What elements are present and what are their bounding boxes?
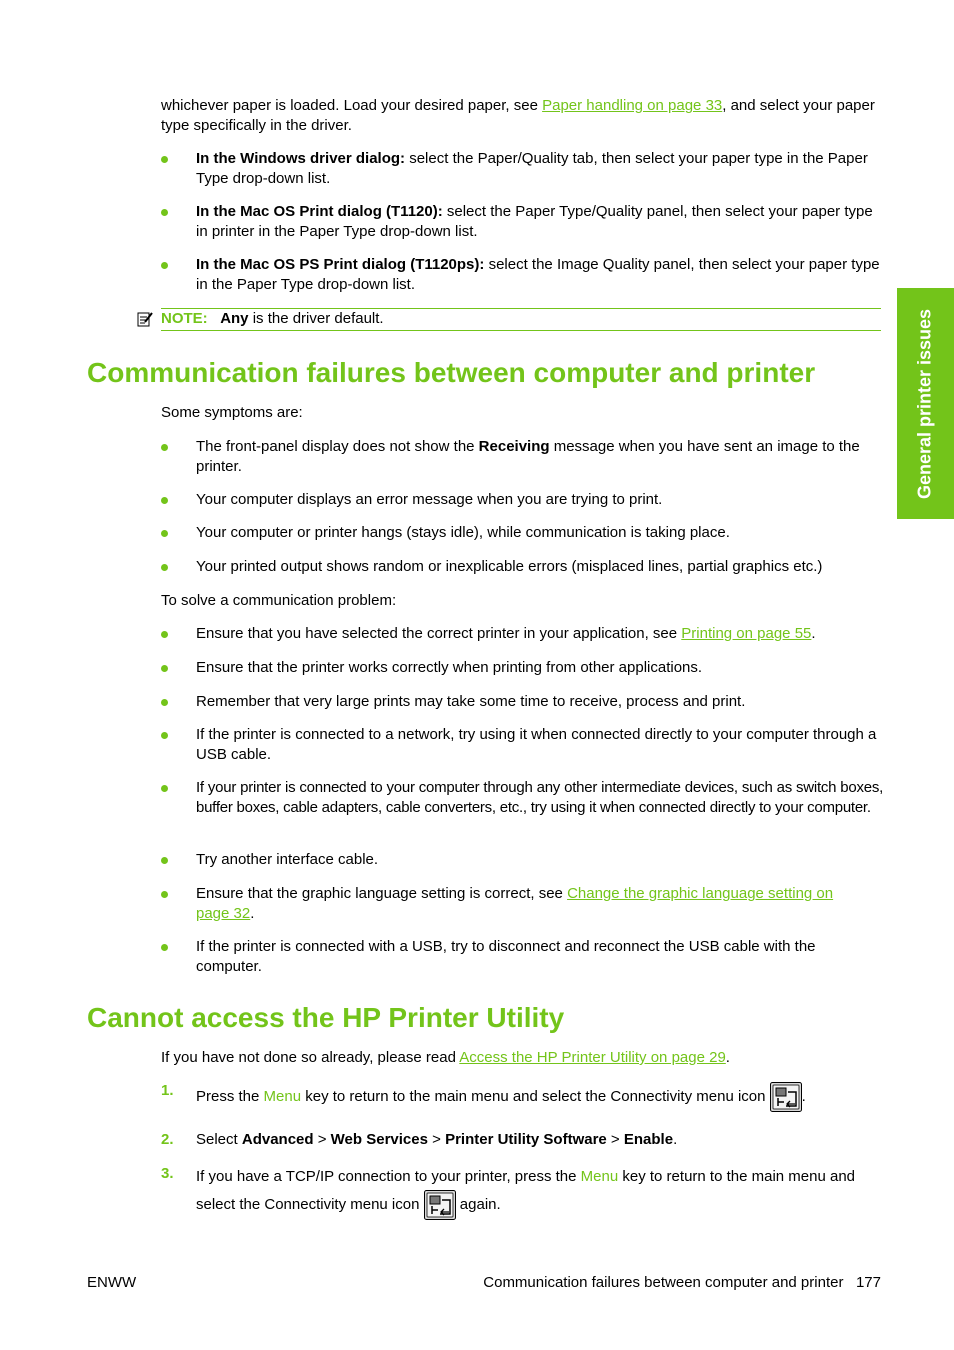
intro-paragraph: whichever paper is loaded. Load your desired paper, see Paper handling on page 33, and select your paper type specifically in the driver. — [161, 97, 875, 134]
list-item: Ensure that the graphic language setting is correct, see Change the graphic language setting on page 32. — [161, 884, 861, 923]
list-item: In the Windows driver dialog: select the Paper/Quality tab, then select your paper type in the Paper Type drop-down list. — [161, 149, 883, 188]
list-item: The front-panel display does not show the Receiving message when you have sent an image to the printer. — [161, 437, 883, 476]
list-item: If your printer is connected to your computer through any other intermediate devices, such as switch boxes, buffer boxes, cable adapters, cable converters, etc., try using it when connected directly to your computer. — [161, 778, 883, 817]
list-item: Your computer displays an error message when you are trying to print. — [161, 490, 883, 510]
bullet-icon — [161, 262, 168, 269]
step-3: If you have a TCP/IP connection to your printer, press the Menu key to return to the main menu and select the Connectivity menu icon again. — [196, 1164, 886, 1220]
paper-handling-link[interactable]: Paper handling on page 33 — [542, 97, 723, 114]
list-item: In the Mac OS PS Print dialog (T1120ps): select the Image Quality panel, then select your paper type in the Paper Type drop-down list. — [161, 255, 883, 294]
bullet-icon — [161, 785, 168, 792]
bullet-icon — [161, 209, 168, 216]
printing-link[interactable]: Printing on page 55 — [681, 625, 812, 642]
menu-key-label: Menu — [580, 1168, 619, 1185]
section-heading: Communication failures between computer and printer — [87, 357, 816, 388]
step-number: 1. — [161, 1082, 174, 1099]
list-item: Try another interface cable. — [161, 850, 883, 870]
bullet-icon — [161, 891, 168, 898]
step-number: 2. — [161, 1131, 174, 1148]
bullet-icon — [161, 732, 168, 739]
bullet-icon — [161, 564, 168, 571]
bullet-icon — [161, 631, 168, 638]
list-item: If the printer is connected with a USB, try to disconnect and reconnect the USB cable with the computer. — [161, 937, 883, 976]
bullet-icon — [161, 944, 168, 951]
step-number: 3. — [161, 1165, 174, 1182]
step-1: Press the Menu key to return to the main menu and select the Connectivity menu icon . — [196, 1082, 886, 1112]
menu-key-label: Menu — [263, 1087, 302, 1105]
footer-right: Communication failures between computer and printer 177 — [483, 1274, 881, 1291]
bullet-icon — [161, 699, 168, 706]
list-item: If the printer is connected to a network, try using it when connected directly to your computer through a USB cable. — [161, 725, 883, 764]
note-bottom-rule — [161, 330, 881, 331]
page-number: 177 — [855, 1274, 881, 1291]
symptoms-intro: Some symptoms are: — [161, 404, 303, 421]
side-tab — [897, 288, 954, 519]
list-item: Ensure that the printer works correctly when printing from other applications. — [161, 658, 883, 678]
section2-intro: If you have not done so already, please read Access the HP Printer Utility on page 29. — [161, 1049, 730, 1066]
list-item: In the Mac OS Print dialog (T1120): select the Paper Type/Quality panel, then select your paper type in printer in the Paper Type drop-down list. — [161, 202, 883, 241]
solve-intro: To solve a communication problem: — [161, 592, 397, 609]
bullet-icon — [161, 857, 168, 864]
list-item: Remember that very large prints may take some time to receive, process and print. — [161, 692, 883, 712]
bullet-icon — [161, 156, 168, 163]
side-tab-label: General printer issues — [914, 308, 935, 500]
section-heading: Cannot access the HP Printer Utility — [87, 1002, 565, 1033]
connectivity-icon — [424, 1190, 456, 1220]
list-item: Your printed output shows random or inexplicable errors (misplaced lines, partial graphics etc.) — [161, 557, 883, 577]
bullet-icon — [161, 444, 168, 451]
note-icon — [136, 310, 154, 328]
bullet-icon — [161, 497, 168, 504]
list-item: Your computer or printer hangs (stays idle), while communication is taking place. — [161, 523, 883, 543]
printer-utility-link[interactable]: Access the HP Printer Utility on page 29 — [459, 1049, 726, 1066]
graphic-language-link[interactable]: Change the graphic language setting on page 32 — [196, 885, 834, 922]
footer-left: ENWW — [87, 1274, 137, 1291]
connectivity-icon — [770, 1082, 802, 1112]
note-text: NOTE: Any is the driver default. — [161, 310, 384, 327]
bullet-icon — [161, 530, 168, 537]
step-2: Select Advanced > Web Services > Printer Utility Software > Enable. — [196, 1131, 678, 1148]
list-item: Ensure that you have selected the correct printer in your application, see Printing on page 55. — [161, 624, 883, 644]
bullet-icon — [161, 665, 168, 672]
